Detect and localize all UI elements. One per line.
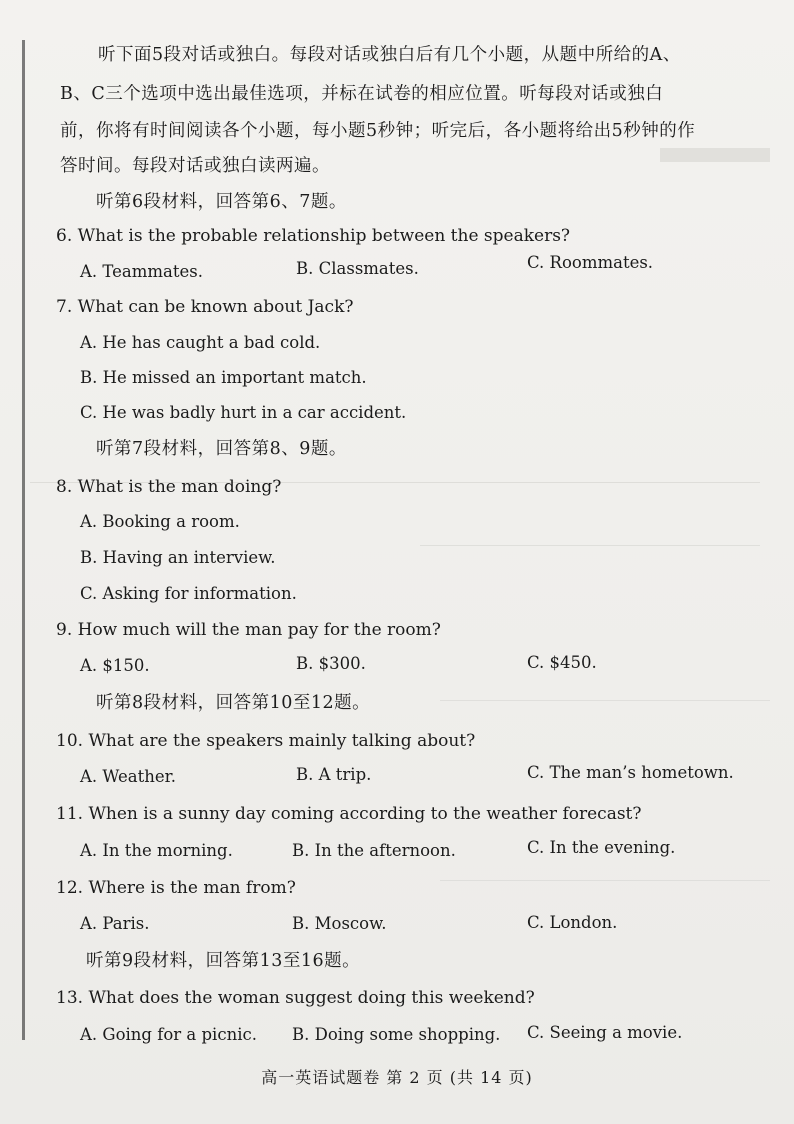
page-footer: 高一英语试题卷 第 2 页 (共 14 页) — [261, 1068, 533, 1087]
option-b: B. In the afternoon. — [292, 841, 456, 860]
bleed-through-mark — [440, 700, 770, 701]
section-heading: 听第7段材料，回答第8、9题。 — [96, 439, 347, 459]
instruction-line: B、C三个选项中选出最佳选项，并标在试卷的相应位置。听每段对话或独白 — [60, 84, 664, 104]
option-b: B. A trip. — [296, 765, 372, 784]
instruction-line: 答时间。每段对话或独白读两遍。 — [60, 156, 330, 176]
option-c: C. He was badly hurt in a car accident. — [80, 403, 407, 422]
question-stem: 9. How much will the man pay for the room? — [56, 620, 441, 640]
option-b: B. He missed an important match. — [80, 368, 367, 387]
question-stem: 6. What is the probable relationship between the speakers? — [56, 226, 571, 246]
option-b: B. Moscow. — [292, 914, 387, 933]
option-a: A. Going for a picnic. — [80, 1025, 257, 1044]
question-stem: 8. What is the man doing? — [56, 477, 282, 497]
option-a: A. Weather. — [80, 767, 176, 786]
bleed-through-mark — [660, 148, 770, 162]
option-c: C. In the evening. — [527, 838, 676, 857]
option-c: C. $450. — [527, 653, 597, 672]
instruction-line: 听下面5段对话或独白。每段对话或独白后有几个小题，从题中所给的A、 — [98, 45, 681, 65]
option-a: A. He has caught a bad cold. — [80, 333, 321, 352]
section-heading: 听第8段材料，回答第10至12题。 — [96, 693, 371, 713]
option-b: B. Doing some shopping. — [292, 1025, 501, 1044]
option-c: C. Seeing a movie. — [527, 1023, 683, 1042]
option-a: A. Teammates. — [80, 262, 203, 281]
instruction-line: 前，你将有时间阅读各个小题，每小题5秒钟；听完后，各小题将给出5秒钟的作 — [60, 121, 696, 141]
option-b: B. Classmates. — [296, 259, 419, 278]
option-c: C. Roommates. — [527, 253, 654, 272]
bleed-through-mark — [420, 545, 760, 546]
section-heading: 听第9段材料，回答第13至16题。 — [86, 951, 361, 971]
question-stem: 11. When is a sunny day coming according to the weather forecast? — [56, 804, 642, 824]
option-a: A. Paris. — [80, 914, 150, 933]
margin-rule — [22, 40, 25, 1040]
question-stem: 10. What are the speakers mainly talking about? — [56, 731, 476, 751]
section-heading: 听第6段材料，回答第6、7题。 — [96, 192, 347, 212]
option-b: B. $300. — [296, 654, 366, 673]
question-stem: 7. What can be known about Jack? — [56, 297, 354, 317]
bleed-through-mark — [440, 880, 770, 881]
option-c: C. The man’s hometown. — [527, 763, 734, 782]
option-c: C. Asking for information. — [80, 584, 297, 603]
question-stem: 12. Where is the man from? — [56, 878, 296, 898]
option-a: A. In the morning. — [80, 841, 233, 860]
option-c: C. London. — [527, 913, 618, 932]
question-stem: 13. What does the woman suggest doing this weekend? — [56, 988, 535, 1008]
option-a: A. Booking a room. — [80, 512, 240, 531]
option-a: A. $150. — [80, 656, 150, 675]
option-b: B. Having an interview. — [80, 548, 276, 567]
